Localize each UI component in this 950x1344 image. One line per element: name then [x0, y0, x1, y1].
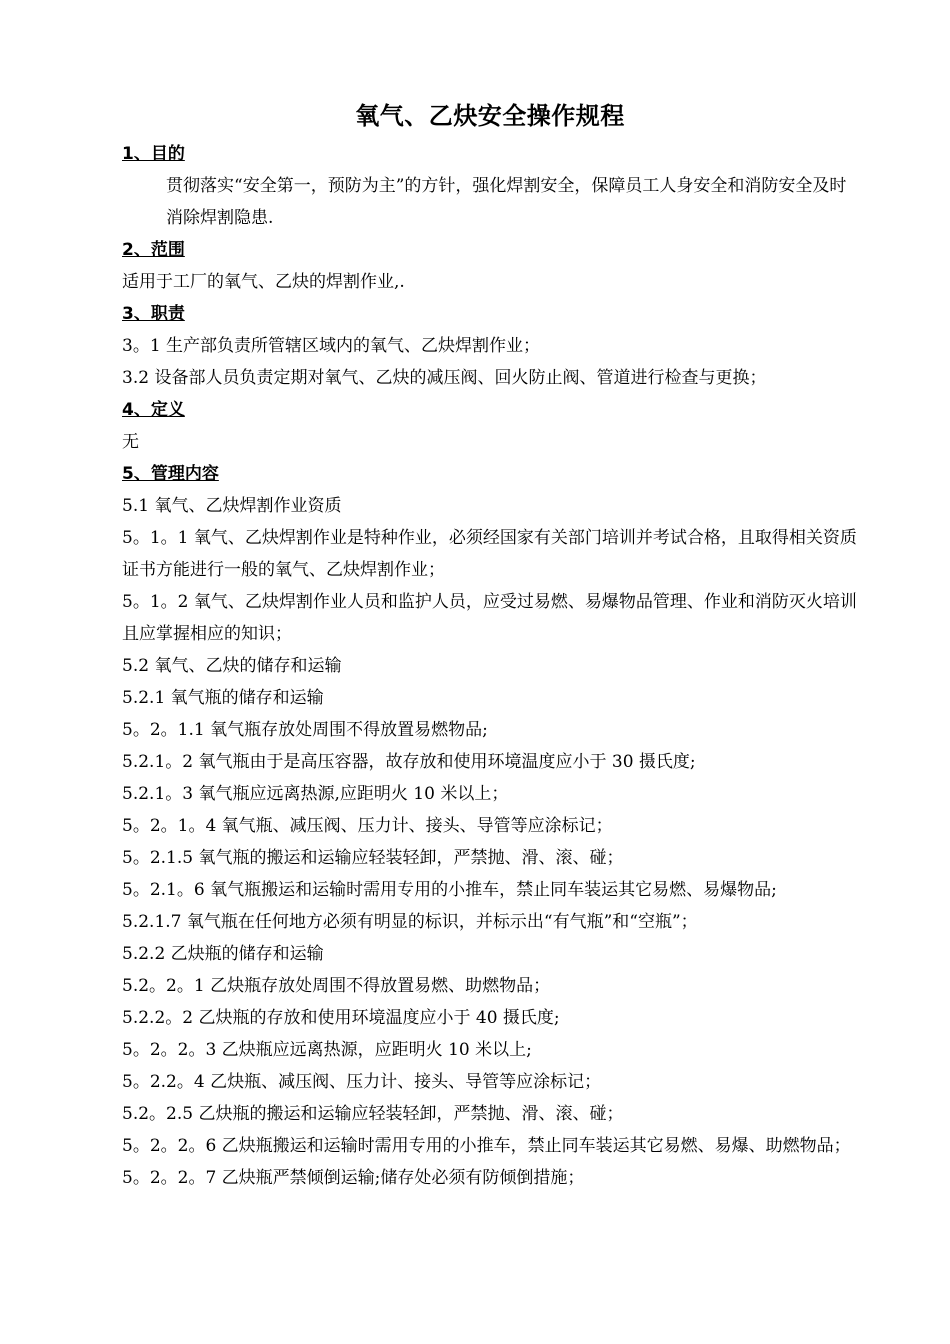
content-line: 5.1 氧气、乙炔焊割作业资质 — [122, 496, 342, 516]
content-line: 5。2。1.1 氧气瓶存放处周围不得放置易燃物品; — [122, 720, 488, 740]
content-line: 5.2.1.7 氧气瓶在任何地方必须有明显的标识，并标示出“有气瓶”和“空瓶”； — [122, 912, 698, 932]
content-line: 5.2。2.5 乙炔瓶的搬运和运输应轻装轻卸，严禁抛、滑、滚、碰； — [122, 1104, 624, 1124]
content-line: 5。2。2。3 乙炔瓶应远离热源，应距明火 10 米以上; — [122, 1040, 532, 1060]
content-line: 5。2.1。6 氧气瓶搬运和运输时需用专用的小推车，禁止同车装运其它易燃、易爆物品; — [122, 880, 777, 900]
content-line: 5。1。2 氧气、乙炔焊割作业人员和监护人员，应受过易燃、易爆物品管理、作业和消防灭火培训且应掌握相应的知识； — [122, 592, 857, 644]
document-title: 氧气、乙炔安全操作规程 — [355, 102, 625, 130]
document-page — [122, 98, 858, 1194]
content-line: 5。2。2。7 乙炔瓶严禁倾倒运输;储存处必须有防倾倒措施； — [122, 1168, 585, 1188]
scope-text: 适用于工厂的氧气、乙炔的焊割作业,. — [122, 272, 405, 292]
duty-line: 3。1 生产部负责所管辖区域内的氧气、乙炔焊割作业； — [122, 336, 541, 356]
section-heading-definition: 4、定义 — [122, 400, 185, 420]
purpose-text: 贯彻落实“安全第一，预防为主”的方针，强化焊割安全，保障员工人身安全和消防安全及时消除焊割隐患. — [166, 176, 847, 228]
content-line: 5.2.1。2 氧气瓶由于是高压容器，故存放和使用环境温度应小于 30 摄氏度; — [122, 752, 696, 772]
content-line: 5.2.2 乙炔瓶的储存和运输 — [122, 944, 324, 964]
content-line: 5。2.1.5 氧气瓶的搬运和运输应轻装轻卸，严禁抛、滑、滚、碰； — [122, 848, 624, 868]
content-line: 5.2.2。2 乙炔瓶的存放和使用环境温度应小于 40 摄氏度; — [122, 1008, 560, 1028]
content-line: 5.2 氧气、乙炔的储存和运输 — [122, 656, 342, 676]
content-line: 5.2。2。1 乙炔瓶存放处周围不得放置易燃、助燃物品； — [122, 976, 551, 996]
content-line: 5.2.1。3 氧气瓶应远离热源,应距明火 10 米以上； — [122, 784, 509, 804]
content-line: 5。2。2。6 乙炔瓶搬运和运输时需用专用的小推车，禁止同车装运其它易燃、易爆、助燃物品； — [122, 1136, 851, 1156]
duty-line: 3.2 设备部人员负责定期对氧气、乙炔的减压阀、回火防止阀、管道进行检查与更换； — [122, 368, 767, 388]
section-heading-duties: 3、职责 — [122, 304, 185, 324]
section-heading-purpose: 1、目的 — [122, 144, 185, 164]
content-line: 5.2.1 氧气瓶的储存和运输 — [122, 688, 324, 708]
section-heading-content: 5、管理内容 — [122, 464, 219, 484]
content-line: 5。2.2。4 乙炔瓶、减压阀、压力计、接头、导管等应涂标记； — [122, 1072, 602, 1092]
definition-text: 无 — [122, 432, 139, 452]
content-line: 5。2。1。4 氧气瓶、减压阀、压力计、接头、导管等应涂标记； — [122, 816, 613, 836]
content-line: 5。1。1 氧气、乙炔焊割作业是特种作业，必须经国家有关部门培训并考试合格，且取得相关资质证书方能进行一般的氧气、乙炔焊割作业； — [122, 528, 857, 580]
section-heading-scope: 2、范围 — [122, 240, 185, 260]
